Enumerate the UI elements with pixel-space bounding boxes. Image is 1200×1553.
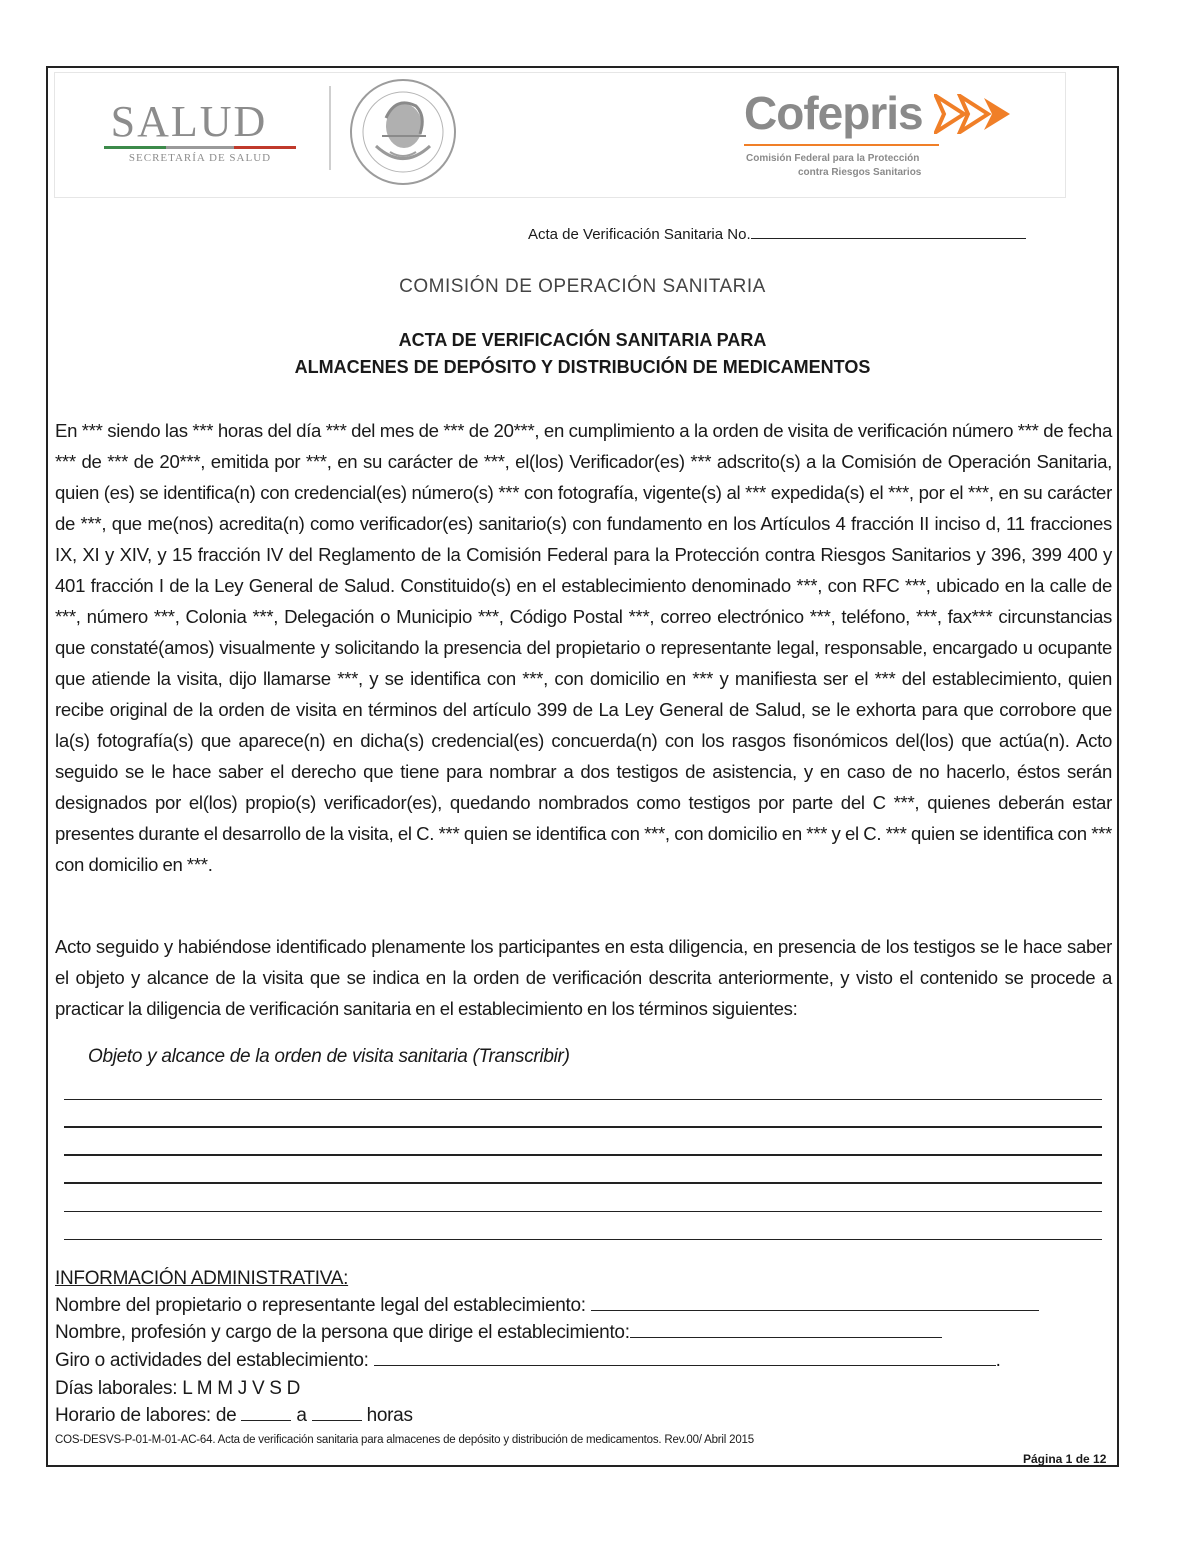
footer-document-code: COS-DESVS-P-01-M-01-AC-64. Acta de verificación sanitaria para almacenes de depósito y distribución de medicamentos. Rev.00/ Abril 2015 (55, 1434, 754, 1446)
body-paragraph-1: En *** siendo las *** horas del día *** del mes de *** de 20***, en cumplimiento a la orden de visita de verificación número *** de fecha *** de *** de 20***, emitida por ***, en su carácter de ***, el(los) Verificador(es) *** adscrito(s) a la Comisión de Operación Sanitaria, quien (es) se identifica(n) con credencial(es) número(s) *** con fotografía, vigente(s) al *** expedida(s) el ***, por el ***, en su carácter de ***, que me(nos) acredita(n) como verificador(es) sanitario(s) con fundamento en los Artículos 4 fracción II inciso d, 11 fracciones IX, XI y XIV, y 15 fracción IV del Reglamento de la Comisión Federal para la Protección contra Riesgos Sanitarios y 396, 399 400 y 401 fracción I de la Ley General de Salud. Constituido(s) en el establecimiento denominado ***, con RFC ***, ubicado en la calle de ***, número ***, Colonia ***, Delegación o Municipio ***, Código Postal ***, correo electrónico ***, teléfono, ***, fax*** circunstancias que constaté(amos) visualmente y solicitando la presencia del propietario o representante legal, responsable, encargado u ocupante que atiende la visita, dijo llamarse ***, y se identifica con ***, con domicilio en *** y manifiesta ser el *** del establecimiento, quien recibe original de la orden de visita en términos del artículo 399 de La Ley General de Salud, se le exhorta para que corrobore que la(s) fotografía(s) que aparece(n) en dicha(s) credencial(es) concuerda(n) con los rasgos fisonómicos del(los) que actúa(n). Acto seguido se le hace saber el derecho que tiene para nombrar a dos testigos de asistencia, y en caso de no hacerlo, éstos serán designados por el(los) propio(s) verificador(es), quedando nombrados como testigos por parte del C ***, quienes deberán estar presentes durante el desarrollo de la visita, el C. *** quien se identifica con ***, con domicilio en *** y el C. *** quien se identifica con *** con domicilio en ***. (55, 420, 1112, 875)
admin-row-giro (55, 1350, 1001, 1372)
cofepris-logo (744, 88, 1034, 184)
salud-logo-subtitle: SECRETARÍA DE SALUD (128, 152, 272, 164)
cofepris-underline (744, 144, 939, 146)
giro-label: Giro o actividades del establecimiento: (55, 1350, 369, 1371)
horario-a-label: a (296, 1405, 307, 1426)
horario-from-field[interactable] (241, 1406, 291, 1421)
writing-line[interactable] (64, 1126, 1102, 1128)
objeto-label: Objeto y alcance de la orden de visita sanitaria (Transcribir) (88, 1046, 570, 1067)
writing-line[interactable] (64, 1099, 1102, 1100)
horario-label: Horario de labores: de (55, 1405, 237, 1426)
horario-horas-label: horas (366, 1405, 413, 1426)
admin-info-heading: INFORMACIÓN ADMINISTRATIVA: (55, 1268, 349, 1289)
horario-to-field[interactable] (312, 1406, 362, 1421)
header-divider (329, 86, 331, 170)
acta-number-line (528, 226, 1026, 243)
acta-number-field[interactable] (751, 226, 1026, 239)
writing-line[interactable] (64, 1211, 1102, 1212)
giro-end: . (995, 1350, 1001, 1371)
admin-row-horario (55, 1405, 413, 1427)
persona-field[interactable] (630, 1323, 942, 1338)
page-number: Página 1 de 12 (1023, 1452, 1107, 1466)
document-title-line-1: ACTA DE VERIFICACIÓN SANITARIA PARA (398, 330, 767, 350)
admin-row-dias (55, 1378, 300, 1400)
persona-label: Nombre, profesión y cargo de la persona que dirige el establecimiento: (55, 1322, 630, 1343)
admin-row-persona (55, 1322, 942, 1344)
acta-number-label: Acta de Verificación Sanitaria No. (528, 226, 751, 243)
propietario-label: Nombre del propietario o representante legal del establecimiento: (55, 1295, 586, 1316)
salud-logo (104, 97, 304, 170)
writing-line[interactable] (64, 1154, 1102, 1156)
admin-row-propietario (55, 1295, 1039, 1317)
cofepris-subtitle-2: contra Riesgos Sanitarios (798, 167, 922, 178)
writing-line[interactable] (64, 1239, 1102, 1240)
propietario-field[interactable] (591, 1296, 1039, 1311)
writing-line[interactable] (64, 1182, 1102, 1184)
cofepris-arrows-icon (934, 94, 1024, 134)
mexico-seal-icon (346, 76, 460, 188)
dias-laborales-label: Días laborales: L M M J V S D (55, 1378, 301, 1399)
commission-heading: COMISIÓN DE OPERACIÓN SANITARIA (399, 276, 766, 297)
cofepris-subtitle-1: Comisión Federal para la Protección (746, 153, 920, 164)
salud-logo-word: SALUD (110, 97, 268, 146)
cofepris-logo-word: Cofepris (744, 87, 923, 139)
body-paragraph-2: Acto seguido y habiéndose identificado plenamente los participantes en esta diligencia, en presencia de los testigos se le hace saber el objeto y alcance de la visita que se indica en la orden de verificación descrita anteriormente, y visto el contenido se procede a practicar la diligencia de verificación sanitaria en el establecimiento en los términos siguientes: (55, 936, 1112, 1019)
document-title-line-2: ALMACENES DE DEPÓSITO Y DISTRIBUCIÓN DE MEDICAMENTOS (294, 357, 871, 377)
salud-logo-bar (104, 146, 296, 149)
giro-field[interactable] (374, 1351, 996, 1366)
